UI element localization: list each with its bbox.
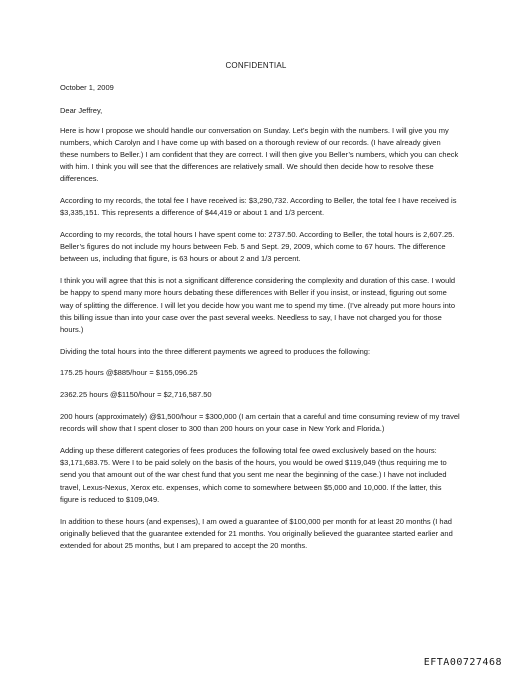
salutation: Dear Jeffrey, [60, 106, 103, 115]
calc-line-1: 175.25 hours @$885/hour = $155,096.25 [60, 368, 198, 378]
confidential-header: CONFIDENTIAL [225, 61, 287, 70]
paragraph-hours: According to my records, the total hours I have spent come to: 2737.50. According to Beller, the total hours is 2,607.25. Beller’s figures do not include my hours between Feb. 5 and Sept. 29, 2009, which come to 67 hours. The difference between us, including that figure, is 63 hours or about 2 and 1/3 percent. [60, 230, 455, 264]
paragraph-dividing: Dividing the total hours into the three different payments we agreed to produces the following: [60, 346, 371, 356]
paragraph-difference: I think you will agree that this is not a significant difference considering the complexity and duration of this case. I would be happy to spend many more hours debating these differences with Beller if you insist, or instead, figuring out some way of splitting the difference. I will let you decide how you want me to spend my time. (I’ve already put more hours into this billing issue than into your case over the past several weeks. Needless to say, I have not charged you for those hours.) [60, 276, 456, 334]
paragraph-fees: According to my records, the total fee I have received is: $3,290,732. According to Beller, the total fee I have received is $3,335,151. This represents a difference of $44,419 or about 1 and 1/3 percent. [60, 196, 457, 218]
paragraph-intro: Here is how I propose we should handle our conversation on Sunday. Let’s begin with the numbers. I will give you my numbers, which Carolyn and I have come up with based on a thorough review of our records. (I have already given these numbers to Beller.) I am confident that they are correct. I will then give you Beller’s numbers, which you can check with him. I think you will see that the differences are relatively small. We should then decide how to resolve these differences. [60, 126, 459, 184]
calc-line-2: 2362.25 hours @$1150/hour = $2,716,587.50 [60, 390, 212, 400]
letter-body [60, 125, 460, 562]
paragraph-total: Adding up these different categories of fees produces the following total fee owed exclusively based on the hours: $3,171,683.75. Were I to be paid solely on the basis of the hours, you would be owed $119,049 (thus requiring me to send you that amount out of the war chest fund that you sent me near the beginning of the case.) I have not included travel, Lexus-Nexus, Xerox etc. expenses, which come to somewhere between $5,000 and 10,000. If the latter, this figure is reduced to $109,049. [60, 446, 447, 504]
letter-date: October 1, 2009 [60, 83, 114, 92]
paragraph-guarantee: In addition to these hours (and expenses), I am owed a guarantee of $100,000 per month for at least 20 months (I had originally believed that the guarantee extended for 21 months. You originally believed the guarantee started earlier and extended for about 25 months, but I am prepared to accept the 20 months. [60, 516, 453, 550]
document-id: EFTA00727468 [423, 657, 502, 668]
calc-line-3: 200 hours (approximately) @$1,500/hour = $300,000 (I am certain that a careful and time consuming review of my travel records will show that I spent closer to 300 than 200 hours on your case in New York and Florida.) [60, 412, 460, 434]
